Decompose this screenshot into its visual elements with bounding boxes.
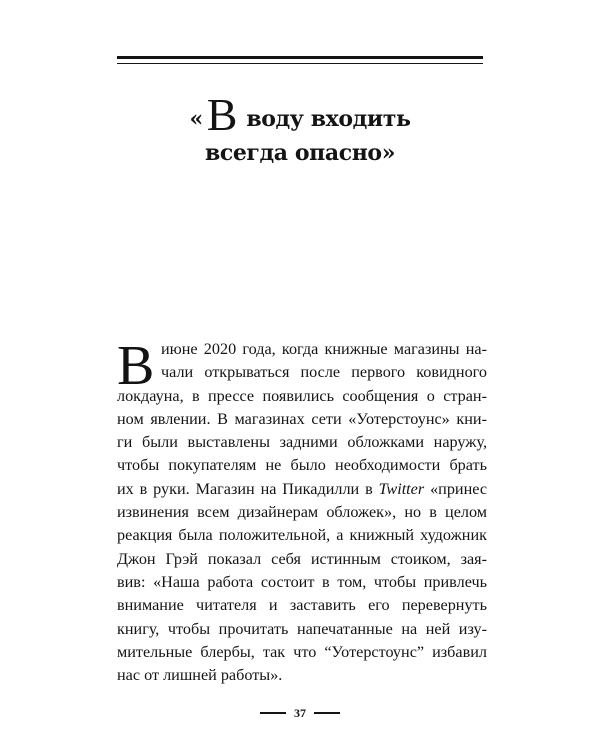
chapter-title: [100, 89, 500, 170]
text-line-7: [117, 478, 487, 501]
text-line-12: внимание читателя и заставить его перевернуть: [117, 596, 487, 615]
title-open-quote: «: [189, 106, 203, 132]
top-rule-thin: [117, 63, 483, 64]
text-line-9: реакция была положительной, а книжный художник: [117, 526, 487, 545]
chapter-title-line-2: всегда опасно»: [204, 140, 396, 166]
text-line-13: книгу, чтобы прочитать напечатанные на ней изу-: [117, 619, 487, 638]
page-footer: [200, 703, 400, 723]
body-paragraph: [117, 335, 488, 687]
footer-dash-left: [260, 712, 286, 714]
text-line-11: вив: «Наша работа состоит в том, чтобы привлечь: [117, 572, 487, 591]
text-line-7-end: «принес: [430, 479, 488, 498]
chapter-title-line-1: [100, 89, 500, 140]
body-dropcap: В: [117, 335, 155, 397]
title-line1-rest: воду входить: [239, 106, 411, 132]
title-dropcap: В: [206, 89, 238, 140]
text-line-6: чтобы покупателям не было необходимости брать: [117, 456, 487, 475]
text-line-2: чали открываться после первого ковидного: [161, 363, 487, 382]
text-line-7-start: их в руки. Магазин на Пикадилли в: [117, 479, 379, 498]
text-line-1: июне 2020 года, когда книжные магазины на-: [161, 340, 487, 358]
italic-twitter: Twitter: [378, 479, 425, 498]
footer-dash-right: [314, 712, 340, 714]
text-line-15: нас от лишней работы».: [117, 666, 283, 685]
text-line-14: мительные блербы, так что “Уотерстоунс” избавил: [117, 642, 487, 661]
text-line-4: ном явлении. В магазинах сети «Уотерстоунс» кни-: [117, 409, 487, 428]
top-rule-thick: [117, 56, 483, 59]
text-line-8: извинения всем дизайнерам обложек», но в целом: [117, 503, 487, 522]
text-line-10: Джон Грэй показал себя истинным стоиком, зая-: [117, 549, 487, 568]
page-number: 37: [294, 705, 306, 720]
text-line-3: локдауна, в прессе появились сообщения о стран-: [117, 386, 487, 405]
text-line-5: ги были выставлены задними обложками наружу,: [117, 433, 487, 452]
